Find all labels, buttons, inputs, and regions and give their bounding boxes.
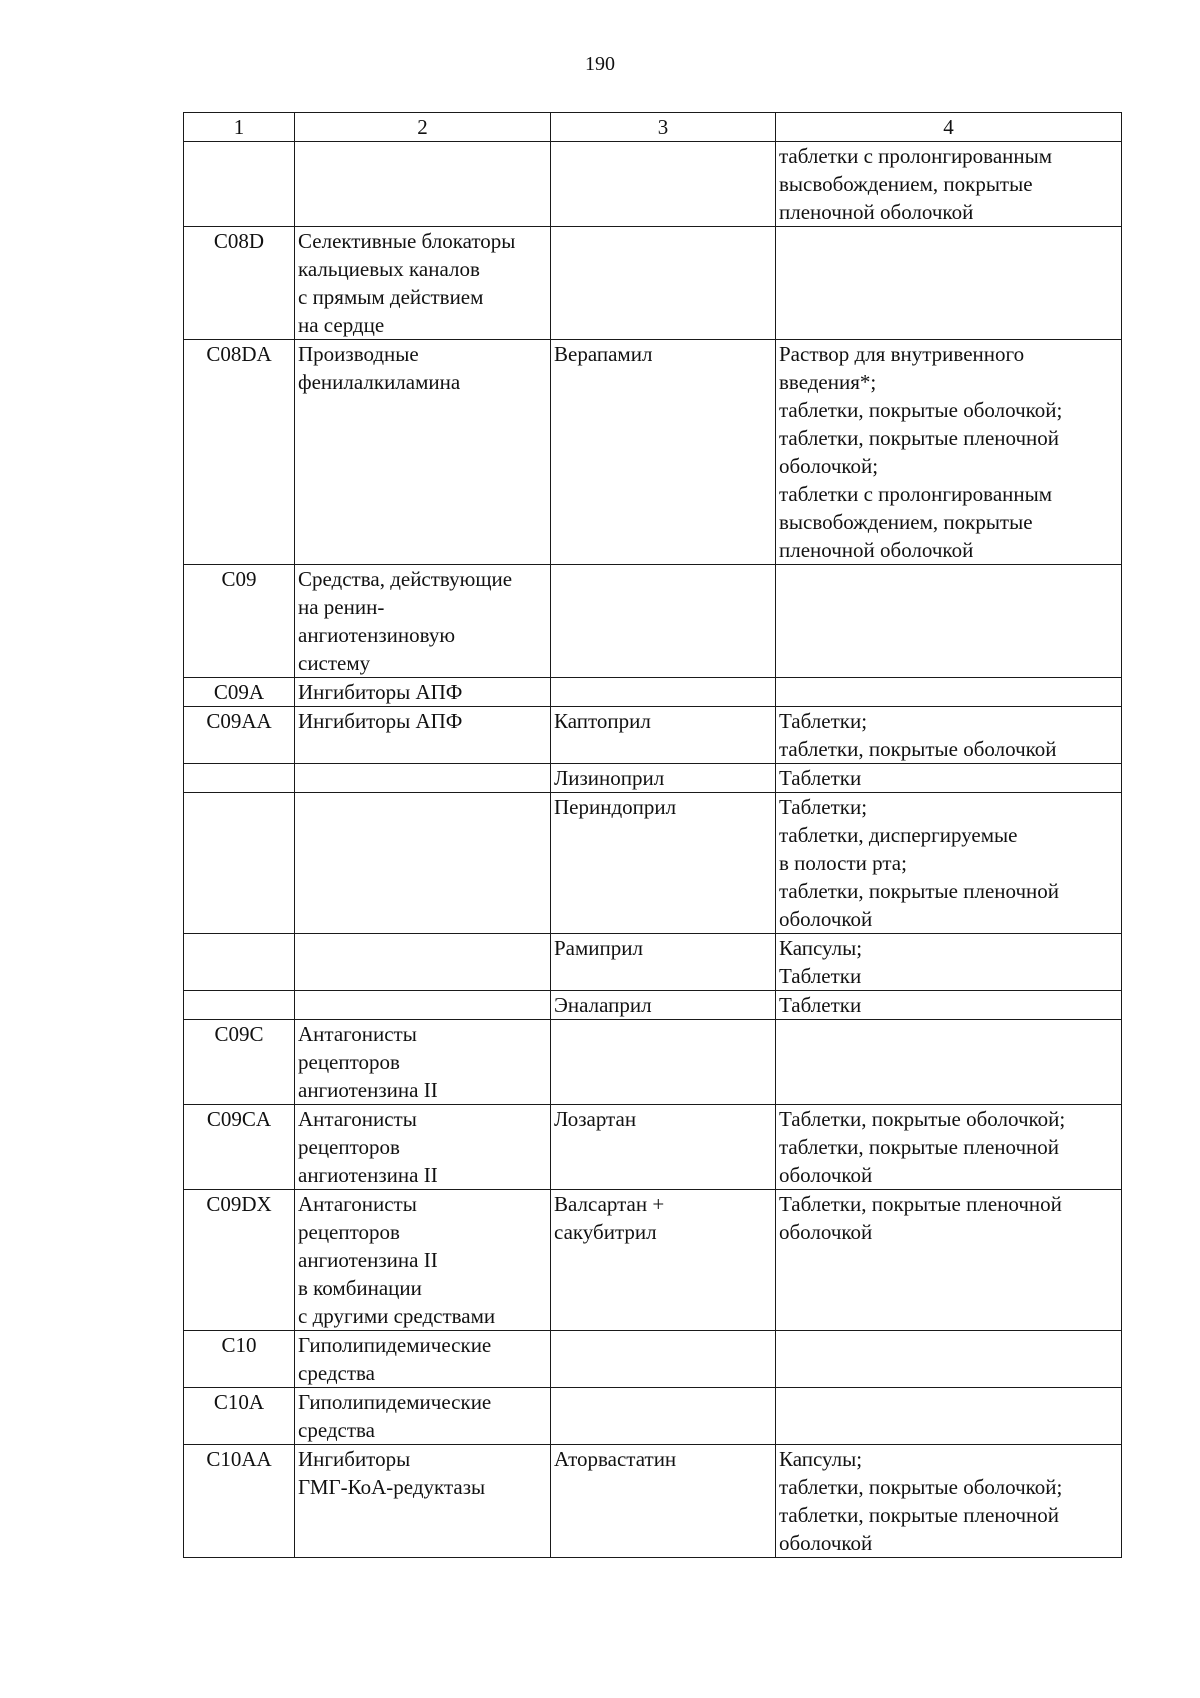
cell-line: систему: [298, 651, 371, 675]
cell-line: таблетки с пролонгированным: [779, 482, 1053, 506]
cell-line: Эналаприл: [554, 993, 652, 1017]
cell-line: пленочной оболочкой: [779, 538, 974, 562]
drug-name-cell: [551, 991, 776, 1020]
cell-line: оболочкой: [779, 1531, 873, 1555]
atc-code-cell: [184, 764, 295, 793]
cell-line: Таблетки: [779, 766, 862, 790]
table-row: [184, 764, 1122, 793]
cell-line: введения*;: [779, 370, 877, 394]
group-name-cell: [295, 1445, 551, 1558]
cell-line: ангиотензина II: [298, 1078, 438, 1102]
cell-line: Таблетки, покрытые оболочкой;: [779, 1107, 1066, 1131]
cell-line: таблетки, покрытые пленочной: [779, 879, 1060, 903]
drug-name-cell: [551, 1388, 776, 1445]
cell-line: ГМГ-КоА-редуктазы: [298, 1475, 486, 1499]
cell-line: Таблетки: [779, 993, 862, 1017]
table-row: [184, 707, 1122, 764]
cell-line: Таблетки;: [779, 709, 868, 733]
atc-code-cell: C08DA: [184, 340, 295, 565]
drug-name-cell: [551, 565, 776, 678]
cell-line: Раствор для внутривенного: [779, 342, 1025, 366]
cell-line: таблетки, покрытые оболочкой;: [779, 1475, 1063, 1499]
cell-line: Аторвастатин: [554, 1447, 677, 1471]
atc-code-cell: C09DX: [184, 1190, 295, 1331]
drug-name-cell: [551, 340, 776, 565]
cell-line: с другими средствами: [298, 1304, 496, 1328]
cell-line: Рамиприл: [554, 936, 643, 960]
group-name-cell: [295, 793, 551, 934]
cell-line: на сердце: [298, 313, 385, 337]
drug-name-cell: [551, 1331, 776, 1388]
table-row: [184, 934, 1122, 991]
cell-line: Капсулы;: [779, 936, 863, 960]
atc-code-cell: [184, 142, 295, 227]
dosage-forms-cell: [776, 934, 1122, 991]
atc-code-cell: [184, 793, 295, 934]
atc-code-cell: C09AA: [184, 707, 295, 764]
atc-code-cell: C09C: [184, 1020, 295, 1105]
cell-line: Селективные блокаторы: [298, 229, 516, 253]
table-row: [184, 340, 1122, 565]
group-name-cell: [295, 934, 551, 991]
cell-line: Таблетки, покрытые пленочной: [779, 1192, 1062, 1216]
dosage-forms-cell: [776, 1105, 1122, 1190]
drug-name-cell: [551, 764, 776, 793]
cell-line: средства: [298, 1361, 376, 1385]
table-row: [184, 142, 1122, 227]
dosage-forms-cell: [776, 1190, 1122, 1331]
cell-line: таблетки, покрытые оболочкой: [779, 737, 1057, 761]
group-name-cell: [295, 227, 551, 340]
group-name-cell: [295, 678, 551, 707]
atc-code-cell: C08D: [184, 227, 295, 340]
cell-line: высвобождением, покрытые: [779, 510, 1033, 534]
cell-line: Верапамил: [554, 342, 653, 366]
cell-line: Периндоприл: [554, 795, 677, 819]
drug-name-cell: [551, 142, 776, 227]
cell-line: Антагонисты: [298, 1022, 417, 1046]
dosage-forms-cell: [776, 565, 1122, 678]
dosage-forms-cell: [776, 1331, 1122, 1388]
group-name-cell: [295, 1331, 551, 1388]
dosage-forms-cell: [776, 1445, 1122, 1558]
cell-line: Средства, действующие: [298, 567, 513, 591]
cell-line: таблетки, диспергируемые: [779, 823, 1018, 847]
dosage-forms-cell: [776, 793, 1122, 934]
cell-line: оболочкой: [779, 1163, 873, 1187]
cell-line: таблетки, покрытые пленочной: [779, 1135, 1060, 1159]
cell-line: Гиполипидемические: [298, 1390, 492, 1414]
atc-code-cell: C10AA: [184, 1445, 295, 1558]
cell-line: Каптоприл: [554, 709, 651, 733]
cell-line: ангиотензиновую: [298, 623, 456, 647]
group-name-cell: [295, 1020, 551, 1105]
atc-code-cell: [184, 991, 295, 1020]
cell-line: Капсулы;: [779, 1447, 863, 1471]
drug-classification-table: [183, 112, 1122, 1558]
drug-name-cell: [551, 227, 776, 340]
atc-code-cell: C09A: [184, 678, 295, 707]
cell-line: Лизиноприл: [554, 766, 665, 790]
cell-line: Ингибиторы АПФ: [298, 709, 463, 733]
table-row: [184, 1331, 1122, 1388]
page-number: 190: [585, 53, 615, 75]
dosage-forms-cell: [776, 1388, 1122, 1445]
group-name-cell: [295, 565, 551, 678]
drug-name-cell: [551, 1445, 776, 1558]
cell-line: фенилалкиламина: [298, 370, 461, 394]
atc-code-cell: C10: [184, 1331, 295, 1388]
group-name-cell: [295, 142, 551, 227]
cell-line: Антагонисты: [298, 1192, 417, 1216]
atc-code-cell: [184, 934, 295, 991]
dosage-forms-cell: [776, 227, 1122, 340]
drug-name-cell: [551, 793, 776, 934]
cell-line: ангиотензина II: [298, 1248, 438, 1272]
cell-line: средства: [298, 1418, 376, 1442]
cell-line: в полости рта;: [779, 851, 907, 875]
header-cell-1: 1: [184, 113, 295, 142]
header-cell-4: 4: [776, 113, 1122, 142]
table-body: [184, 142, 1122, 1558]
cell-line: Ингибиторы АПФ: [298, 680, 463, 704]
cell-line: в комбинации: [298, 1276, 422, 1300]
cell-line: Таблетки: [779, 964, 862, 988]
cell-line: Гиполипидемические: [298, 1333, 492, 1357]
cell-line: оболочкой: [779, 907, 873, 931]
dosage-forms-cell: [776, 678, 1122, 707]
cell-line: пленочной оболочкой: [779, 200, 974, 224]
table-row: [184, 227, 1122, 340]
drug-name-cell: [551, 707, 776, 764]
header-cell-3: 3: [551, 113, 776, 142]
cell-line: сакубитрил: [554, 1220, 657, 1244]
cell-line: рецепторов: [298, 1050, 400, 1074]
table-row: [184, 565, 1122, 678]
group-name-cell: [295, 1105, 551, 1190]
atc-code-cell: C09: [184, 565, 295, 678]
cell-line: Производные: [298, 342, 419, 366]
dosage-forms-cell: [776, 340, 1122, 565]
dosage-forms-cell: [776, 142, 1122, 227]
cell-line: таблетки с пролонгированным: [779, 144, 1053, 168]
table-row: [184, 1445, 1122, 1558]
group-name-cell: [295, 1190, 551, 1331]
cell-line: Таблетки;: [779, 795, 868, 819]
cell-line: высвобождением, покрытые: [779, 172, 1033, 196]
cell-line: на ренин-: [298, 595, 385, 619]
drug-name-cell: [551, 678, 776, 707]
cell-line: кальциевых каналов: [298, 257, 480, 281]
cell-line: рецепторов: [298, 1220, 400, 1244]
cell-line: таблетки, покрытые оболочкой;: [779, 398, 1063, 422]
dosage-forms-cell: [776, 991, 1122, 1020]
table-row: [184, 1190, 1122, 1331]
atc-code-cell: C10A: [184, 1388, 295, 1445]
table-row: [184, 991, 1122, 1020]
cell-line: оболочкой: [779, 1220, 873, 1244]
drug-name-cell: [551, 934, 776, 991]
table-row: [184, 1020, 1122, 1105]
cell-line: ангиотензина II: [298, 1163, 438, 1187]
group-name-cell: [295, 340, 551, 565]
cell-line: таблетки, покрытые пленочной: [779, 426, 1060, 450]
cell-line: Ингибиторы: [298, 1447, 411, 1471]
drug-name-cell: [551, 1190, 776, 1331]
group-name-cell: [295, 991, 551, 1020]
cell-line: оболочкой;: [779, 454, 879, 478]
group-name-cell: [295, 764, 551, 793]
atc-code-cell: C09CA: [184, 1105, 295, 1190]
table-row: [184, 793, 1122, 934]
group-name-cell: [295, 707, 551, 764]
table-row: [184, 1388, 1122, 1445]
dosage-forms-cell: [776, 707, 1122, 764]
cell-line: Антагонисты: [298, 1107, 417, 1131]
table-row: [184, 678, 1122, 707]
group-name-cell: [295, 1388, 551, 1445]
drug-name-cell: [551, 1020, 776, 1105]
drug-name-cell: [551, 1105, 776, 1190]
cell-line: с прямым действием: [298, 285, 484, 309]
table-header-row: [184, 113, 1122, 142]
header-cell-2: 2: [295, 113, 551, 142]
table-row: [184, 1105, 1122, 1190]
cell-line: Лозартан: [554, 1107, 637, 1131]
dosage-forms-cell: [776, 764, 1122, 793]
dosage-forms-cell: [776, 1020, 1122, 1105]
cell-line: Валсартан +: [554, 1192, 665, 1216]
cell-line: рецепторов: [298, 1135, 400, 1159]
cell-line: таблетки, покрытые пленочной: [779, 1503, 1060, 1527]
